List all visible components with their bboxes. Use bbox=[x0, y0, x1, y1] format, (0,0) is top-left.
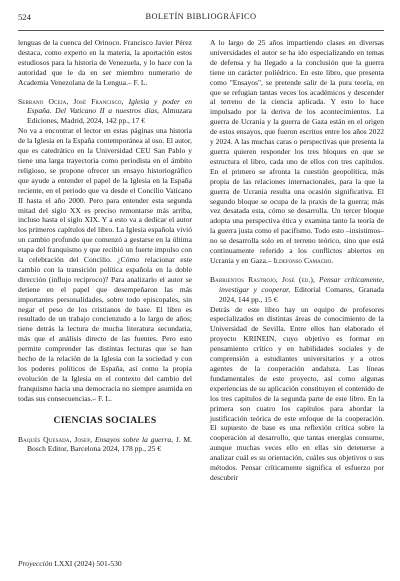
right-column bbox=[210, 38, 384, 483]
review-imprint: J. M. Bosch Editor, Barcelona 2024, 178 pp., 25 € bbox=[27, 434, 193, 454]
review-author: Barrientos Rastrojo, José (ed.), bbox=[210, 274, 315, 284]
review-paragraph bbox=[210, 38, 384, 266]
header-rule bbox=[18, 30, 384, 31]
review-book-title: Ensayos sobre la guerra, bbox=[94, 434, 174, 444]
running-head: BOLETÍN BIBLIOGRÁFICO bbox=[145, 12, 257, 21]
journal-volume: LXXI (2024) 501-530 bbox=[54, 559, 122, 568]
review-paragraph-text: A lo largo de 25 años impartiendo clases en diversas universidades el autor se ha ido especializando en temas de defensa y ha llegado a la conclusión que la guerra tiene un carácter poliédrico. En este libro, que presenta como "Ensayos", se pretende salir de la pura teoría, en que se refugian tantas veces los académicos y descender al terreno de la ciencia aplicada. Y esto lo hace impulsado por la deriva de los acontecimientos. La guerra de Ucrania y la guerra de Gaza están en el origen de estos ensayos, que fueron escritos entre los años 2022 y 2024. A las muchas caras o perspectivas que presenta la guerra quieren responder los tres bloques en que se estructura el libro, cada uno de ellos con tres capítulos. En el primero se afronta la cuestión geopolítica, más propia de las relaciones internacionales, para la que la guerra de Ucrania resulta una ocasión significativa. El segundo bloque se ocupa de la praxis de la guerra; más vez desatada esta, cómo se desarrolla. Un tercer bloque adopta una perspectiva ética y examina tanto la teoría de la guerra justa como el pacifismo. Todo esto –insistimos– no se desarrolla solo en el terreno teórico, sino que está continuamente referido a los conflictos abiertos en Ucrania y en Gaza.– bbox=[210, 38, 384, 265]
page-number: 524 bbox=[18, 12, 31, 22]
review-entry-heading bbox=[210, 275, 384, 305]
page-footer bbox=[18, 559, 122, 568]
review-imprint: Almuzara Ediciones, Madrid, 2024, 142 pp., 17 € bbox=[27, 106, 192, 126]
review-imprint: Editorial Comares, Granada 2024, 144 pp., 15 € bbox=[219, 284, 385, 304]
review-entry-heading bbox=[18, 97, 192, 127]
left-column bbox=[18, 38, 192, 454]
review-book-title: Iglesia y poder en España. Del Vaticano II a nuestros días, bbox=[27, 96, 193, 116]
review-entry-heading bbox=[18, 435, 192, 455]
section-heading: CIENCIAS SOCIALES bbox=[53, 414, 157, 426]
review-paragraph: Detrás de este libro hay un equipo de profesores especializados en distintas áreas de conocimiento de la Universidad de Sevilla. Entre ellos han elaborado el proyecto KRINEIN, cuyo objetivo es formar en pensamiento crítico y en habilidades sociales y de comprensión a estudiantes universitarios y a otros agentes de la cooperación andaluza. Las líneas fundamentales de este proyecto, así como algunas experiencias de su aplicación constituyen el contenido de los tres capítulos de la segunda parte de este libro. En la primera son cuatro los capítulos para abordar la justificación teórica de este enfoque de la cooperación. El supuesto de base es una reflexión crítica sobre la cooperación al desarrollo, que tantas energías consume, aunque muchas veces ello en ellas sin detenerse a analizar cuál es su orientación, cuáles sus objetivos o sus métodos. Pensar críticamente significa el esfuerzo por descubrir bbox=[210, 304, 384, 482]
page-header bbox=[18, 12, 384, 24]
journal-name: Proyección bbox=[18, 559, 53, 568]
review-author: Serrano Oceja, José Francisco, bbox=[18, 96, 124, 106]
review-author: Baqués Quesada, Josep, bbox=[18, 434, 93, 444]
review-paragraph: lenguas de la cuenca del Orinoco. Francisco Javier Pérez destaca, como experto en la materia, la aportación estos estudiosos para la historia de Venezuela, y lo hace con la autoridad que le da en ser miembro numerario de Academia Venezolana de la Lengua.– F. L. bbox=[18, 38, 192, 87]
reviewer-signature: Ildefonso Camacho. bbox=[273, 255, 334, 265]
review-book-title: Pensar críticamente, investigar y cooperar, bbox=[219, 274, 385, 294]
review-paragraph: No va a encontrar el lector en estas páginas una historia de la Iglesia en la España contemporánea al uso. El autor, que es catedrático en la Universidad CEU San Pablo y tiene una larga trayectoria como periodista en el ámbito religioso, se propone ofrecer un ensayo historiográfico que ayude a entender el papel de la Iglesia en la España reciente, en el periodo que va desde el Concilio Vaticano II hasta el año 2000. Pero para entender esta segunda mitad del siglo XX es preciso remontarse más arriba, incluso hasta el siglo XIX. Y a esto va a dedicar el autor los primeros capítulos del libro. La Iglesia española vivió un cambio profundo que comenzó a gestarse en la última etapa del franquismo y que recibió un fuerte impulso con la celebración del Concilio. ¿Cómo relacionar este cambio con la transición política española en la doble dirección (influjo recíproco)? Para analizarlo el autor se detiene en el papel que desempeñaron las más importantes personalidades, sobre todo episcopales, sin negar el peso de los cristianos de base. El libro es resultado de un trabajo concienzudo a lo largo de años; tiene detrás la lectura de mucha literatura secundaria, más que el análisis directo de las fuentes. Pero esto permite comprender las distintas lecturas que se han hecho de la relación de la Iglesia con la sociedad y con los poderes políticos de España, así como la propia evolución de la Iglesia en el contexto del cambio del franquismo hacia una democracia no siempre asumida en todas sus consecuencias.– F. L. bbox=[18, 126, 192, 403]
